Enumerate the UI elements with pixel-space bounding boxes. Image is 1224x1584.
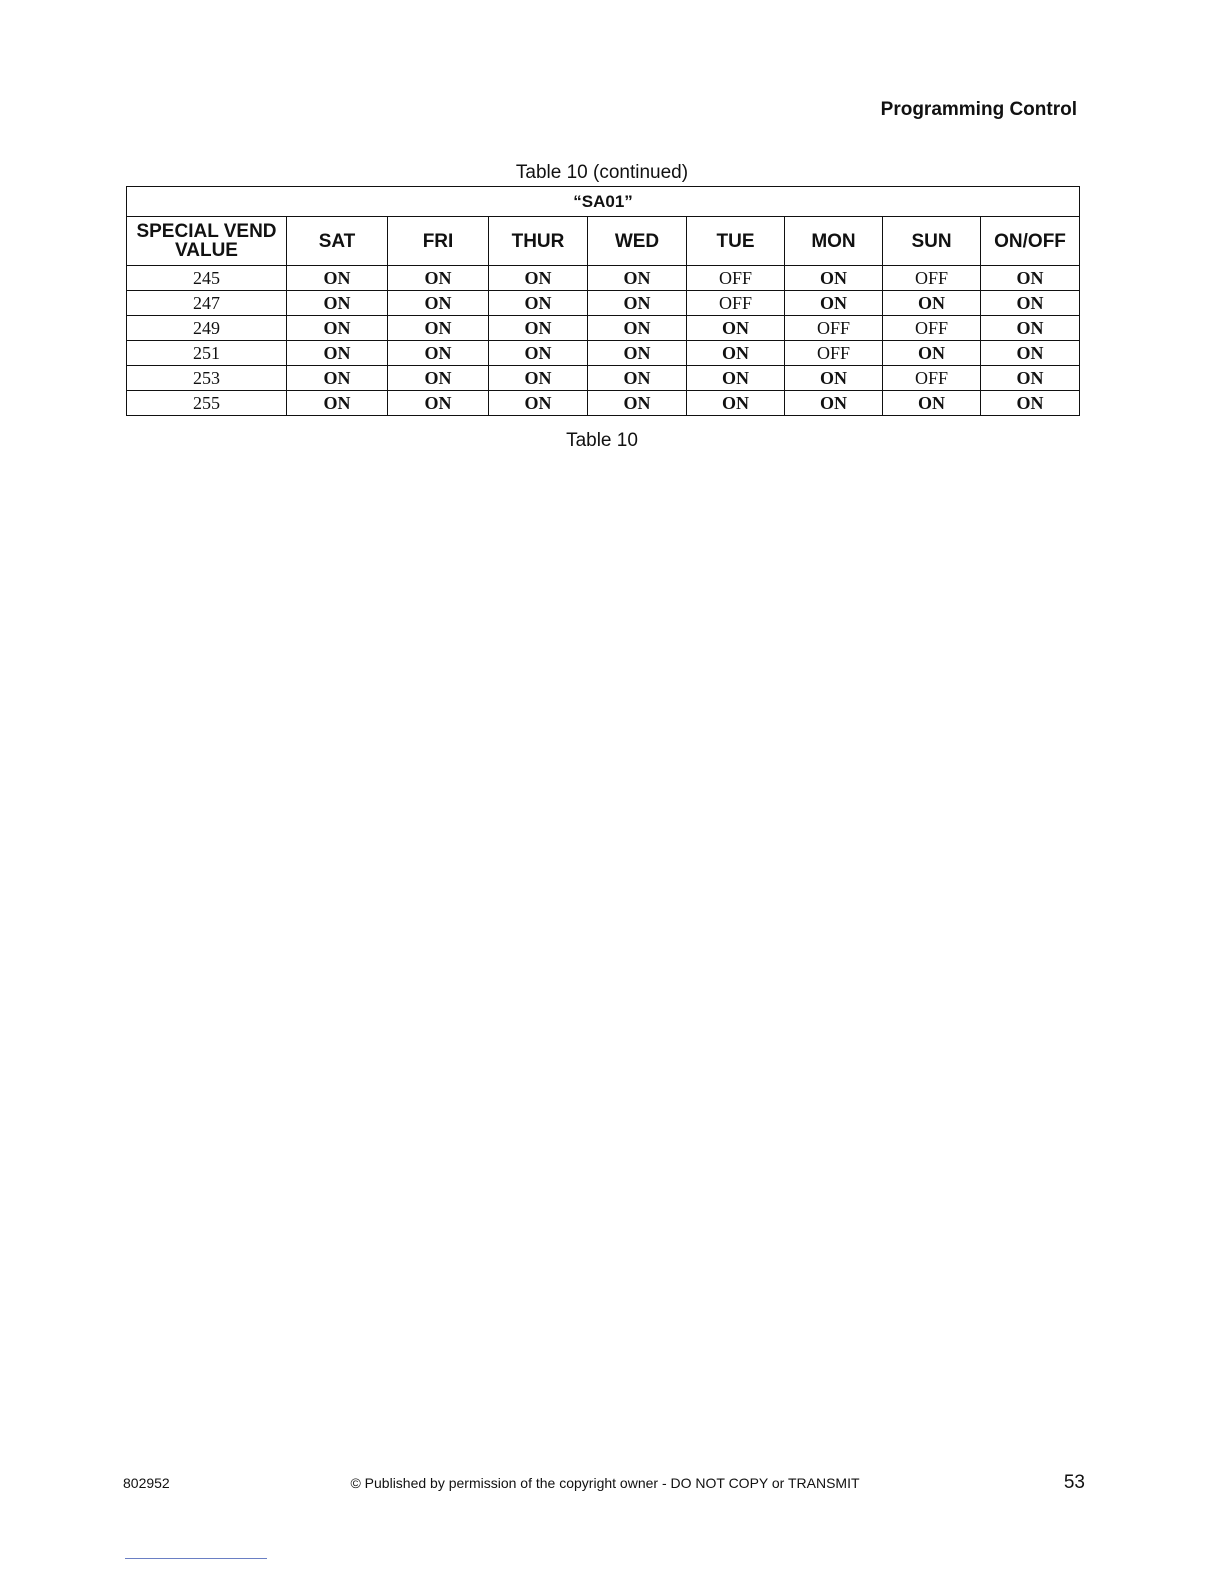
day-status-cell: ON (883, 391, 981, 416)
day-status-cell: ON (489, 316, 588, 341)
footer-doc-number: 802952 (123, 1475, 170, 1491)
day-status-cell: ON (981, 291, 1080, 316)
day-status-cell: ON (981, 341, 1080, 366)
day-status-cell: ON (388, 341, 489, 366)
table-row (127, 341, 1080, 366)
day-status-cell: ON (981, 316, 1080, 341)
day-status-cell: OFF (687, 266, 785, 291)
day-status-cell: ON (588, 266, 687, 291)
day-status-cell: ON (785, 266, 883, 291)
day-status-cell: OFF (883, 316, 981, 341)
day-status-cell: ON (785, 366, 883, 391)
day-status-cell: OFF (785, 316, 883, 341)
special-vend-table (126, 186, 1080, 416)
day-status-cell: ON (287, 366, 388, 391)
table-row (127, 291, 1080, 316)
day-status-cell: ON (785, 391, 883, 416)
vend-value-cell: 251 (127, 341, 287, 366)
day-status-cell: ON (388, 266, 489, 291)
day-status-cell: ON (588, 366, 687, 391)
section-title: Programming Control (880, 99, 1077, 120)
table-body (127, 266, 1080, 416)
footnote-divider (125, 1558, 267, 1559)
footer-page-number: 53 (1063, 1472, 1085, 1493)
column-header: TUE (687, 217, 785, 266)
table-row (127, 391, 1080, 416)
day-status-cell: ON (981, 266, 1080, 291)
day-status-cell: OFF (883, 266, 981, 291)
column-header: SPECIAL VEND VALUE (127, 217, 287, 266)
day-status-cell: ON (687, 341, 785, 366)
table-row (127, 316, 1080, 341)
day-status-cell: ON (687, 316, 785, 341)
table-title: “SA01” (127, 187, 1080, 217)
day-status-cell: ON (489, 266, 588, 291)
day-status-cell: ON (981, 366, 1080, 391)
table-row (127, 266, 1080, 291)
column-header: ON/OFF (981, 217, 1080, 266)
day-status-cell: ON (489, 341, 588, 366)
day-status-cell: ON (687, 391, 785, 416)
vend-value-cell: 249 (127, 316, 287, 341)
day-status-cell: OFF (785, 341, 883, 366)
day-status-cell: ON (287, 316, 388, 341)
column-header: SUN (883, 217, 981, 266)
day-status-cell: ON (388, 291, 489, 316)
vend-value-cell: 247 (127, 291, 287, 316)
table-row (127, 366, 1080, 391)
column-header: WED (588, 217, 687, 266)
day-status-cell: ON (588, 316, 687, 341)
table-title-row (127, 187, 1080, 217)
vend-value-cell: 253 (127, 366, 287, 391)
table-caption-bottom: Table 10 (566, 430, 638, 451)
day-status-cell: ON (388, 316, 489, 341)
day-status-cell: ON (489, 366, 588, 391)
day-status-cell: ON (388, 391, 489, 416)
table-caption-top: Table 10 (continued) (515, 162, 689, 183)
day-status-cell: ON (883, 341, 981, 366)
column-header: FRI (388, 217, 489, 266)
day-status-cell: ON (785, 291, 883, 316)
day-status-cell: ON (287, 391, 388, 416)
vend-value-cell: 255 (127, 391, 287, 416)
day-status-cell: ON (287, 291, 388, 316)
day-status-cell: OFF (883, 366, 981, 391)
day-status-cell: ON (489, 291, 588, 316)
day-status-cell: ON (287, 266, 388, 291)
day-status-cell: ON (489, 391, 588, 416)
day-status-cell: ON (883, 291, 981, 316)
day-status-cell: OFF (687, 291, 785, 316)
day-status-cell: ON (388, 366, 489, 391)
column-header: SAT (287, 217, 388, 266)
day-status-cell: ON (588, 291, 687, 316)
vend-value-cell: 245 (127, 266, 287, 291)
day-status-cell: ON (287, 341, 388, 366)
day-status-cell: ON (687, 366, 785, 391)
table-header-row (127, 217, 1080, 266)
day-status-cell: ON (981, 391, 1080, 416)
day-status-cell: ON (588, 341, 687, 366)
footer-copyright: © Published by permission of the copyright owner - DO NOT COPY or TRANSMIT (350, 1475, 860, 1491)
column-header: MON (785, 217, 883, 266)
day-status-cell: ON (588, 391, 687, 416)
column-header: THUR (489, 217, 588, 266)
